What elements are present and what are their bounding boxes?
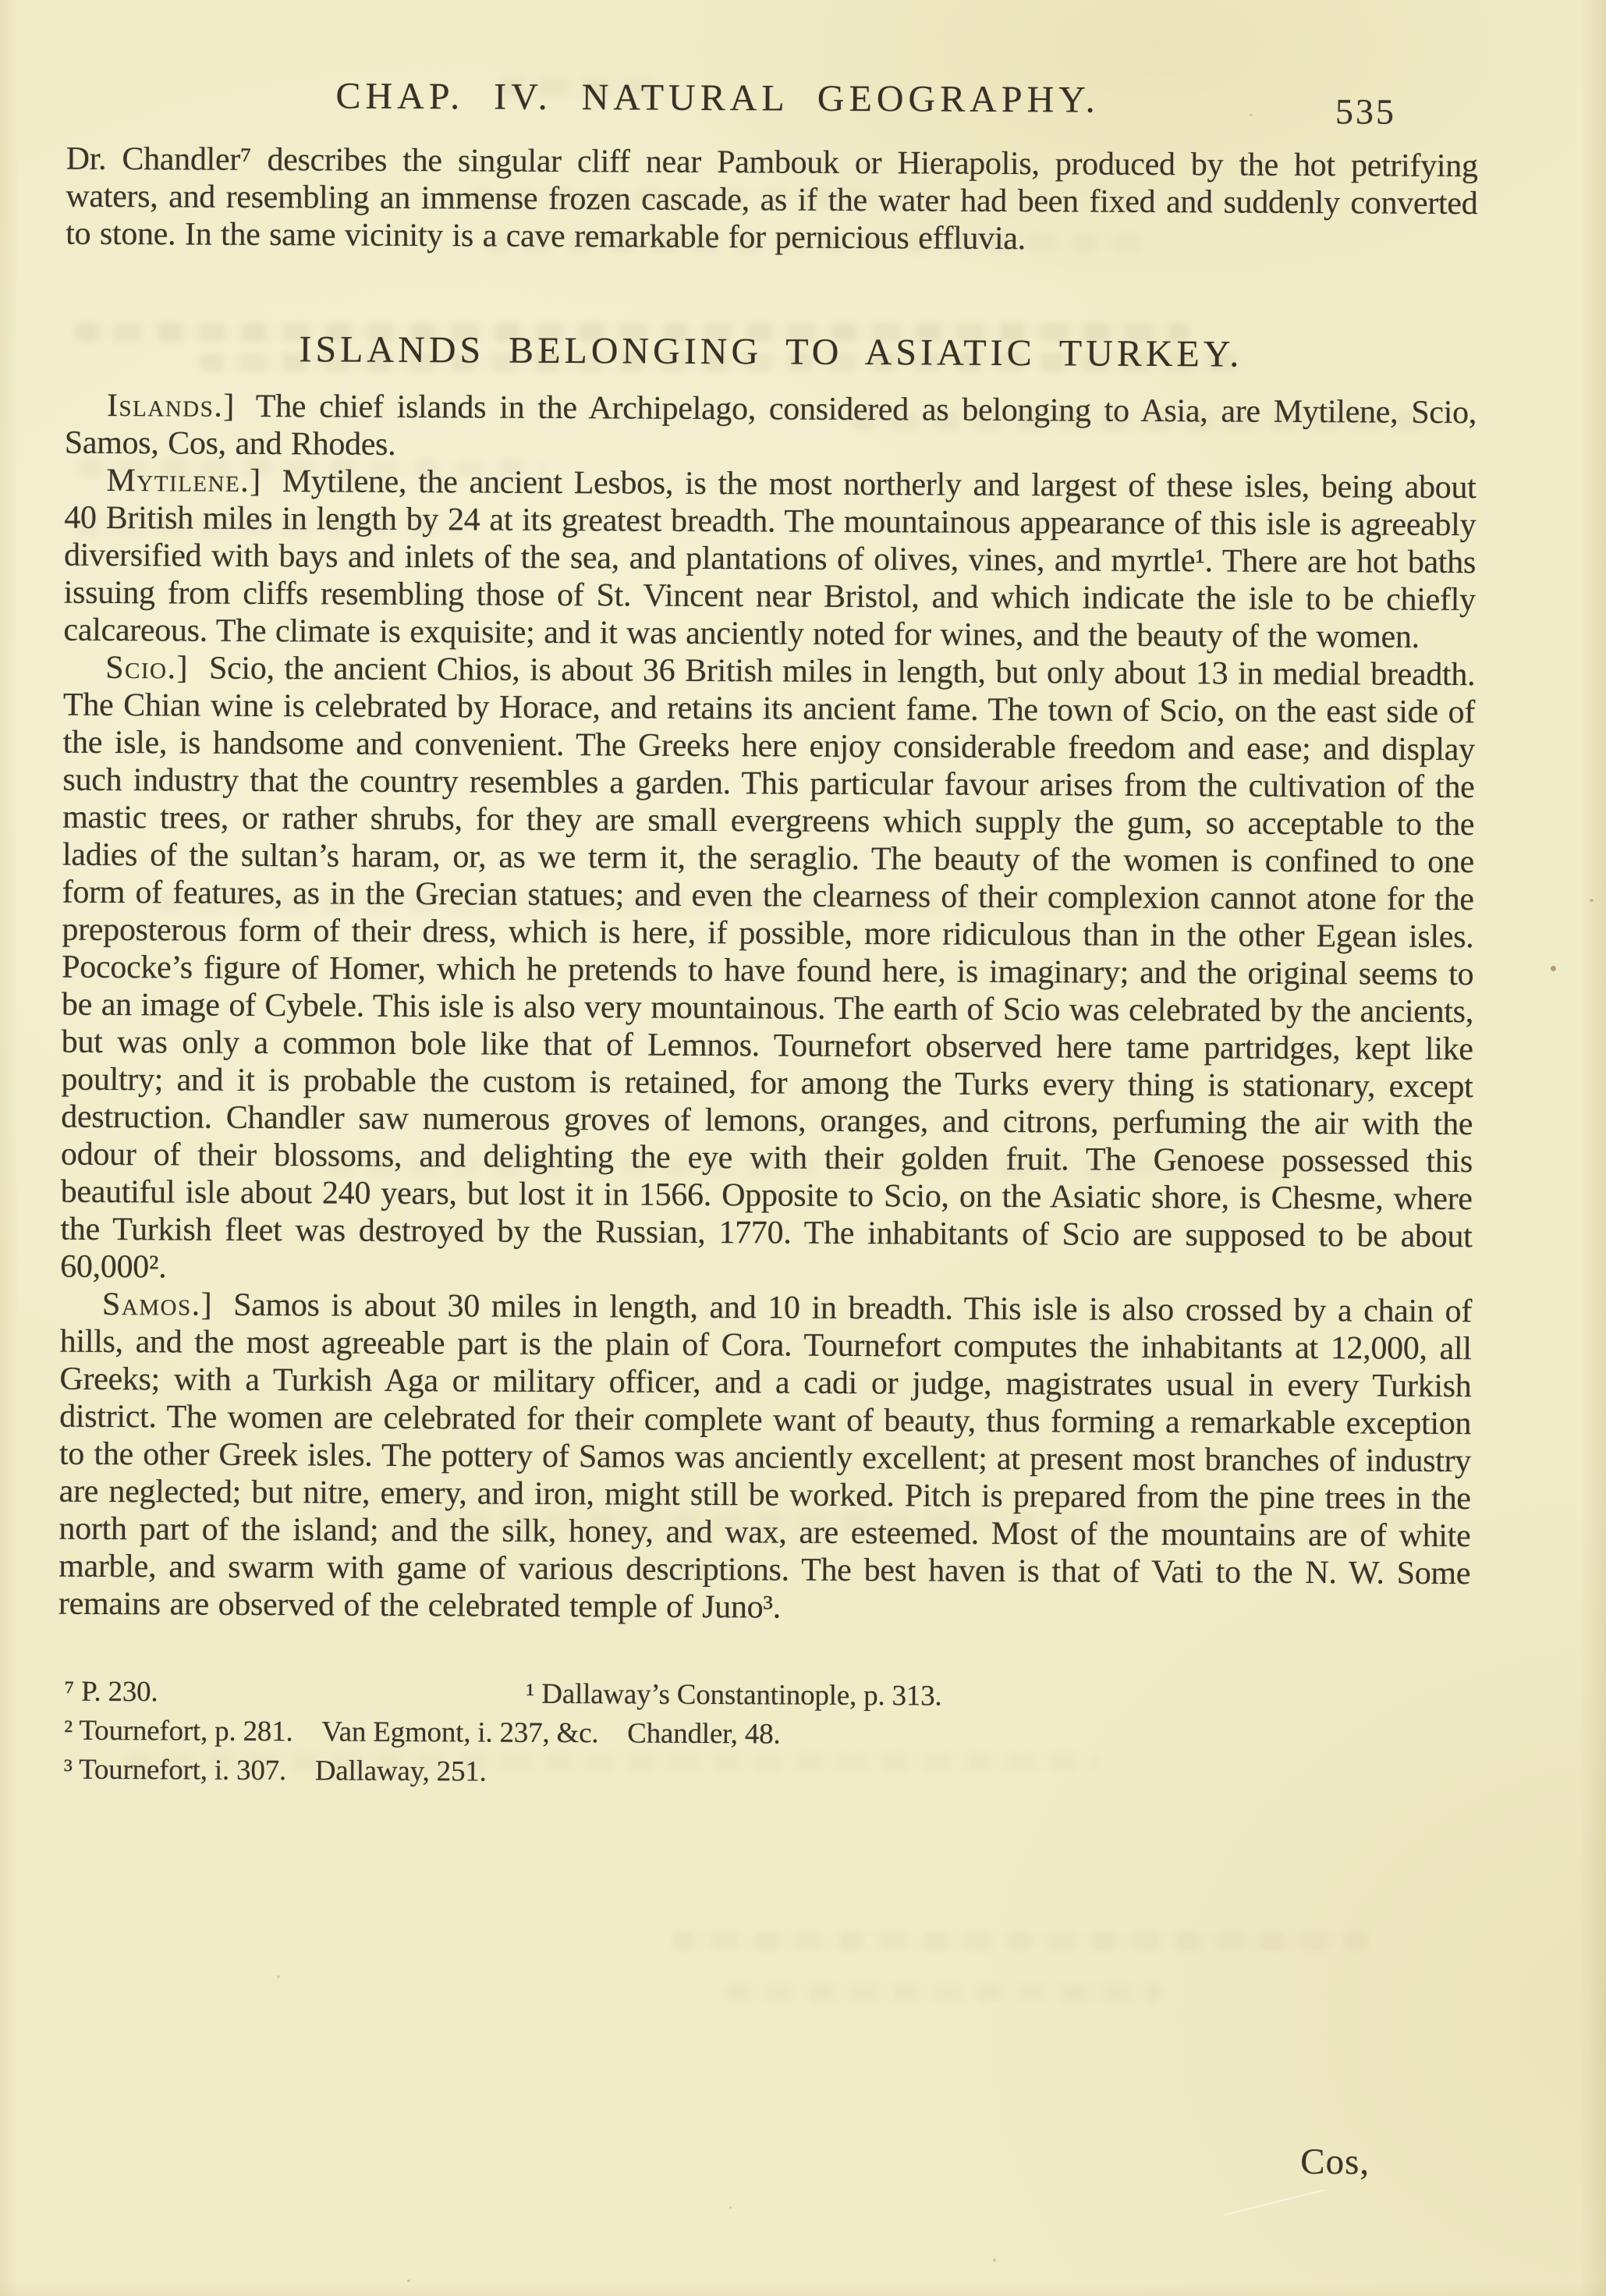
bleedthrough-smudge xyxy=(671,1932,1373,1950)
running-header xyxy=(66,73,1478,132)
footnote-ref-3: ³ Tournefort, i. 307. Dallaway, 251. xyxy=(63,1753,487,1788)
footnote-line xyxy=(58,1751,1470,1797)
footnotes xyxy=(58,1673,1470,1797)
paragraph-text: Dr. Chandler⁷ describes the singular cliff near Pambouk or Hierapolis, produced by the hot petrifying waters, and resembling an immense frozen cascade, as if the water had been fixed and suddenly converted to stone. In the same vicinity is a cave remarkable for pernicious effluvia. xyxy=(66,140,1478,257)
paragraph-text: The chief islands in the Archipelago, considered as belonging to Asia, are Mytilene, Scio, Samos, Cos, and Rhodes. xyxy=(64,388,1477,463)
paper-scratch xyxy=(1225,2189,1325,2216)
paragraph-lead-word: Samos.] xyxy=(101,1286,214,1323)
paragraph-text: Scio, the ancient Chios, is about 36 British miles in length, but only about 13 in medial breadth. The Chian wine is celebrated by Horace, and retains its ancient fame. The town of Scio, on the east side of the isle, is handsome and convenient. The Greeks here enjoy considerable freedom and ease; and display such industry that the country resembles a garden. This particular favour arises from the cultivation of the mastic trees, or rather shrubs, for they are small evergreens which supply the gum, so acceptable to the ladies of the sultan’s haram, or, as we term it, the seraglio. The beauty of the women is confined to one form of features, as in the Grecian statues; and even the clearness of their complexion cannot atone for the preposterous form of their dress, which is here, if possible, more ridiculous than in the other Egean isles. Pococke’s figure of Homer, which he pretends to have found here, is imaginary; and the original seems to be an image of Cybele. This isle is also very mountainous. The earth of Scio was celebrated by the ancients, but was only a common bole like that of Lemnos. Tournefort observed here tame partridges, kept like poultry; and it is probable the custom is retained, for among the Turks every thing is stationary, except destruction. Chandler saw numerous groves of lemons, oranges, and citrons, perfuming the air with the odour of their blossoms, and delighting the eye with their golden fruit. The Genoese possessed this beautiful isle about 240 years, but lost it in 1566. Opposite to Scio, on the Asiatic shore, is Chesme, where the Turkish fleet was destroyed by the Russian, 1770. The inhabitants of Scio are supposed to be about 60,000². xyxy=(60,650,1476,1286)
catchword: Cos, xyxy=(1300,2142,1370,2183)
paper-speck xyxy=(407,2280,410,2282)
bleedthrough-smudge xyxy=(725,1983,1162,2002)
paragraph-lead-word: Islands.] xyxy=(106,387,236,424)
paragraph-text: Samos is about 30 miles in length, and 10 in breadth. This isle is also crossed by a chain of hills, and the most agreeable part is the plain of Cora. Tournefort computes the inhabitants at 12,000, all Greeks; with a Turkish Aga or military officer, and a cadi or judge, magistrates usual in every Turkish district. The women are celebrated for their complete want of beauty, thus forming a remarkable exception to the other Greek isles. The pottery of Samos was anciently excellent; at present most branches of industry are neglected; but nitre, emery, and iron, might still be worked. Pitch is prepared from the pine trees in the north part of the island; and the silk, honey, and wax, are esteemed. Most of the mountains are of white marble, and swarm with game of various descriptions. The best haven is that of Vati to the N. W. Some remains are observed of the celebrated temple of Juno³. xyxy=(58,1286,1473,1626)
paper-speck xyxy=(277,1975,280,1978)
section-heading: ISLANDS BELONGING TO ASIATIC TURKEY. xyxy=(299,328,1243,375)
footnote-ref-2: ² Tournefort, p. 281. Van Egmont, i. 237, &c. Chandler, 48. xyxy=(64,1714,781,1751)
page-number: 535 xyxy=(1335,91,1397,132)
paper-speck xyxy=(729,2206,732,2209)
paragraph-mytilene xyxy=(63,462,1476,656)
paragraph-text: Mytilene, the ancient Lesbos, is the most northerly and largest of these isles, being about 40 British miles in length by 24 at its greatest breadth. The mountainous appearance of this isle is agreeably diversified with bays and inlets of the sea, and plantations of olives, vines, and myrtle¹. There are hot baths issuing from cliffs resembling those of St. Vincent near Bristol, and which indicate the isle to be chiefly calcareous. The climate is exquisite; and it was anciently noted for wines, and the beauty of the women. xyxy=(63,463,1477,655)
paragraph-scio xyxy=(60,649,1475,1293)
footnote-ref-7: ⁷ P. 230. xyxy=(64,1675,158,1709)
paragraph-islands xyxy=(65,387,1477,469)
paper-speck xyxy=(1590,899,1594,902)
footnote-ref-1: ¹ Dallaway’s Constantinople, p. 313. xyxy=(526,1677,942,1712)
chapter-heading: CHAP. IV. NATURAL GEOGRAPHY. xyxy=(335,75,1100,121)
paragraph-lead-word: Mytilene.] xyxy=(106,462,262,500)
printed-text-block xyxy=(58,0,1479,2183)
paper-speck xyxy=(1551,966,1556,971)
paragraph-lead-word: Scio.] xyxy=(105,649,190,687)
paper-speck xyxy=(993,2259,996,2262)
paragraph-chandler-hierapolis xyxy=(66,140,1478,260)
paragraph-samos xyxy=(58,1286,1472,1630)
